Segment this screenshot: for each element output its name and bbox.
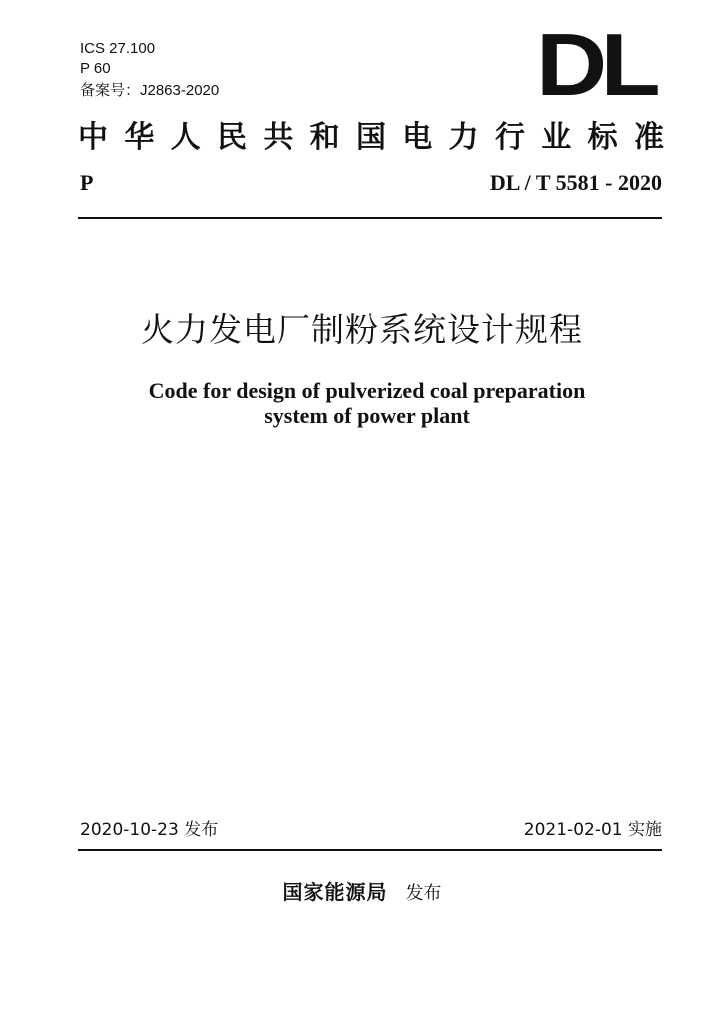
ics-code: ICS 27.100 (80, 40, 156, 57)
bottom-divider (78, 849, 662, 851)
issuer-banner-char: 和 (309, 120, 340, 155)
publisher-action: 发布 (405, 883, 442, 904)
title-english-line-2: system of power plant (264, 403, 470, 428)
publisher (0, 878, 724, 908)
dl-logo: DL (536, 15, 654, 114)
title-english (0, 378, 724, 428)
issuer-banner-char: 力 (448, 120, 479, 155)
issuer-banner-char: 标 (587, 120, 618, 155)
record-number: 备案号：J2863-2020 (80, 82, 220, 99)
issuer-banner-char: 中 (78, 120, 108, 155)
issuer-banner-char: 电 (402, 120, 433, 155)
publisher-name: 国家能源局 (282, 880, 388, 904)
issuer-banner-char: 民 (216, 120, 247, 155)
issue-date: 2020-10-23 发布 (80, 820, 219, 840)
title-english-line-1: Code for design of pulverized coal preparation (148, 378, 586, 403)
issuer-banner (78, 119, 664, 157)
issuer-banner-char: 业 (541, 120, 572, 155)
issuer-banner-char: 华 (124, 120, 155, 155)
title-chinese: 火力发电厂制粉系统设计规程 (141, 310, 583, 349)
issuer-banner-char: 准 (633, 120, 664, 155)
implementation-date: 2021-02-01 实施 (523, 820, 662, 840)
top-divider (78, 217, 662, 219)
ccs-code: P 60 (80, 60, 111, 77)
issuer-banner-char: 人 (170, 120, 201, 155)
issuer-banner-char: 国 (355, 120, 386, 155)
issuer-banner-char: 行 (494, 120, 525, 155)
category-letter: P (80, 170, 94, 195)
standard-number: DL / T 5581 - 2020 (489, 170, 662, 195)
issuer-banner-char: 共 (263, 120, 294, 155)
